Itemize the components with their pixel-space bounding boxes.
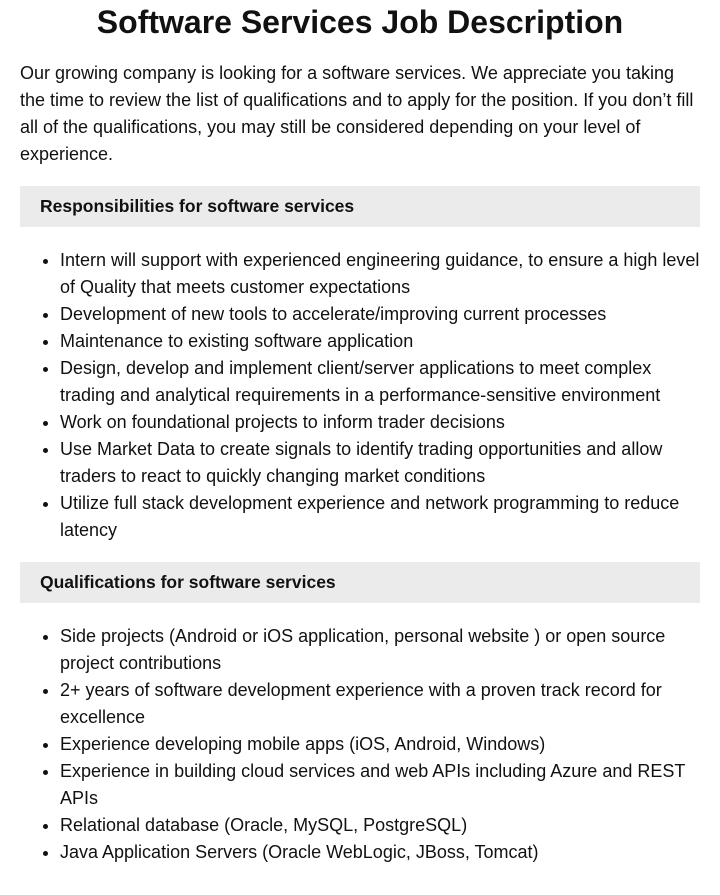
qualifications-heading: Qualifications for software services xyxy=(20,562,700,603)
list-item: • Utilize full stack development experience and network programming to reduce latency xyxy=(60,490,700,544)
page-title: Software Services Job Description xyxy=(96,4,624,40)
list-item: • Design, develop and implement client/server applications to meet complex trading and analytical requirements in a performance-sensitive environment xyxy=(60,355,700,409)
list-item: • Use Market Data to create signals to identify trading opportunities and allow traders to react to quickly changing market conditions xyxy=(60,436,700,490)
list-item: • 2+ years of software development experience with a proven track record for excellence xyxy=(60,677,700,731)
list-item: • Side projects (Android or iOS application, personal website ) or open source project contributions xyxy=(60,623,700,677)
responsibilities-list xyxy=(20,247,700,544)
qualifications-list xyxy=(20,623,700,866)
list-item: • Experience in building cloud services and web APIs including Azure and REST APIs xyxy=(60,758,700,812)
intro-paragraph: Our growing company is looking for a software services. We appreciate you taking the time to review the list of qualifications and to apply for the position. If you don’t fill all of the qualifications, you may still be considered depending on your level of experience. xyxy=(20,63,694,164)
list-item: • Experience developing mobile apps (iOS, Android, Windows) xyxy=(60,731,700,758)
list-item: • Maintenance to existing software application xyxy=(60,328,700,355)
responsibilities-heading: Responsibilities for software services xyxy=(20,186,700,227)
list-item: • Development of new tools to accelerate/improving current processes xyxy=(60,301,700,328)
list-item: • Work on foundational projects to inform trader decisions xyxy=(60,409,700,436)
list-item: • Java Application Servers (Oracle WebLogic, JBoss, Tomcat) xyxy=(60,839,700,866)
list-item: • Intern will support with experienced engineering guidance, to ensure a high level of Quality that meets customer expectations xyxy=(60,247,700,301)
list-item: • Relational database (Oracle, MySQL, PostgreSQL) xyxy=(60,812,700,839)
